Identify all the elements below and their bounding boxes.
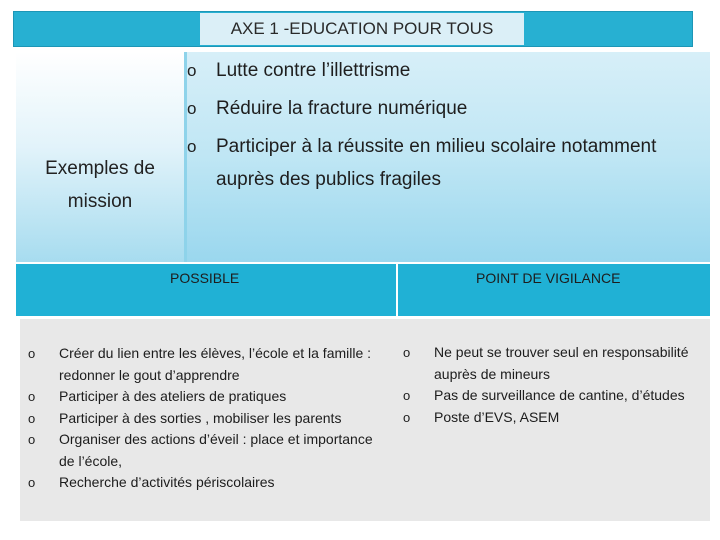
possible-item [28,386,388,408]
bullet-circle-icon: o [187,137,197,156]
possible-item [28,429,388,472]
columns-header-row [16,264,710,316]
possible-header: POSSIBLE [170,270,240,286]
possible-item-text: Participer à des ateliers de pratiques [59,388,287,404]
vigilance-list [403,342,693,428]
possible-item [28,408,388,430]
bullet-circle-icon: o [28,389,36,404]
bullet-circle-icon: o [28,475,36,490]
mission-item [187,92,657,125]
mission-item [187,54,657,87]
mission-item-text: Lutte contre l’illettrisme [216,60,411,81]
possible-item-text: Organiser des actions d’éveil : place et importance de l’école, [59,431,373,469]
missions-cell [187,52,710,262]
bullet-circle-icon: o [187,61,197,80]
bullet-circle-icon: o [28,432,36,447]
vigilance-item [403,385,693,407]
title-bar [13,11,693,47]
mission-item-text: Participer à la réussite en milieu scolaire notamment auprès des publics fragiles [216,136,657,190]
possible-item-text: Créer du lien entre les élèves, l’école et la famille : redonner le gout d’apprendre [59,345,372,383]
mission-item-text: Réduire la fracture numérique [216,98,468,119]
page-title: AXE 1 -EDUCATION POUR TOUS [200,13,524,45]
possible-list [28,343,388,494]
vigilance-item [403,342,693,385]
vigilance-item-text: Pas de surveillance de cantine, d’études [434,387,685,403]
missions-label: Exemples de mission [45,158,155,212]
bullet-circle-icon: o [28,346,36,361]
possible-item-text: Participer à des sorties , mobiliser les parents [59,409,342,426]
possible-item-text: Recherche d’activités périscolaires [59,474,275,490]
missions-label-cell [16,52,184,262]
columns-content-row [20,319,710,521]
vigilance-item-text: Poste d’EVS, ASEM [434,408,560,425]
vigilance-header: POINT DE VIGILANCE [476,270,621,286]
header-divider [396,264,398,316]
bullet-circle-icon: o [403,345,411,360]
bullet-circle-icon: o [28,410,36,426]
vigilance-item [403,407,693,429]
possible-item [28,472,388,494]
bullet-circle-icon: o [403,409,411,425]
mission-item [187,130,657,196]
possible-item [28,343,388,386]
bullet-circle-icon: o [187,99,197,118]
bullet-circle-icon: o [403,388,411,403]
vigilance-item-text: Ne peut se trouver seul en responsabilité auprès de mineurs [434,344,689,382]
